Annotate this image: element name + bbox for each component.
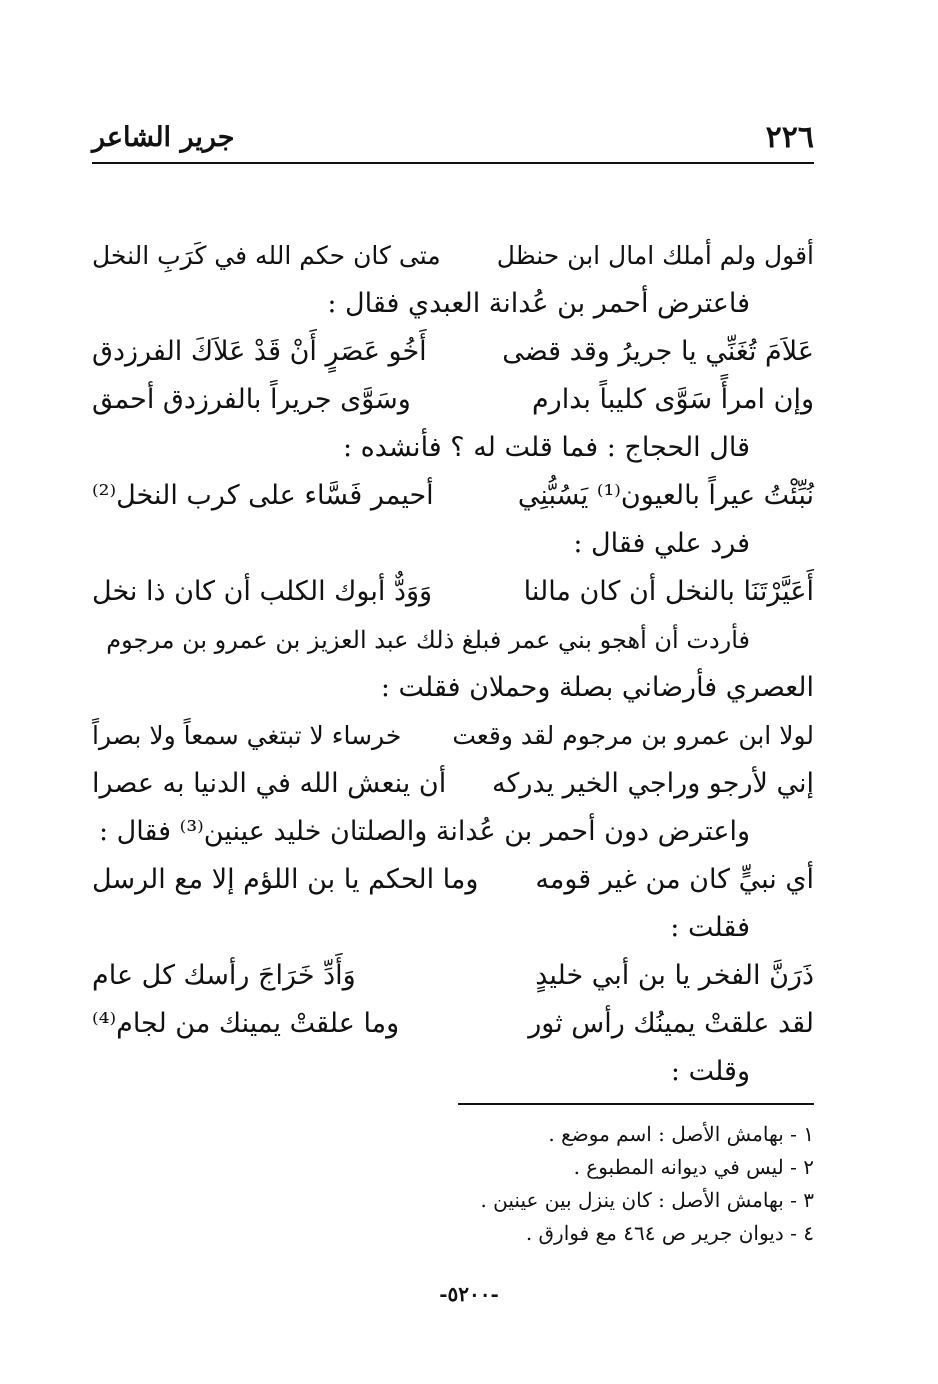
verse-line [92,568,814,616]
verse-line [92,760,814,808]
folio-number: -٥٢٠٠- [439,1282,499,1306]
verse-first-hemistich: أَعَيَّرْتَنَا بالنخل أن كان مالنا [523,576,814,607]
verse-line [92,856,814,904]
verse-second-hemistich: وَأَدِّ خَرَاجَ رأسك كل عام [92,960,356,991]
verse-line [92,376,814,424]
verse-line [92,1000,814,1048]
verse-line [92,952,814,1000]
verse-second-hemistich: وسَوَّى جريراً بالفرزدق أحمق [92,384,411,415]
verse-second-hemistich: وما الحكم يا بن اللؤم إلا مع الرسل [92,864,479,895]
verse-second-hemistich: متى كان حكم الله في كَرَبِ النخل [92,241,441,270]
verse-second-hemistich: أحيمر فَسَّاء على كرب النخل⁽²⁾ [92,480,434,511]
prose-line: قال الحجاج : فما قلت له ؟ فأنشده : [342,432,750,463]
footnote: ١ - بهامش الأصل : اسم موضع . [548,1122,814,1146]
footnote: ٣ - بهامش الأصل : كان ينزل بين عينين . [480,1188,814,1212]
verse-first-hemistich: ذَرَنَّ الفخر يا بن أبي خليدٍ [535,960,814,991]
verse-first-hemistich: لقد علقتْ يمينُك رأس ثور [528,1008,814,1039]
prose-line: واعترض دون أحمر بن عُدانة والصلتان خليد عينين⁽³⁾ فقال : [99,816,750,847]
verse-second-hemistich: خرساء لا تبتغي سمعاً ولا بصراً [92,721,402,750]
verse-first-hemistich: إني لأرجو وراجي الخير يدركه [492,768,814,799]
verse-line [92,472,814,520]
page-number: ٢٢٦ [765,120,814,155]
main-text [92,232,814,1096]
verse-first-hemistich: أقول ولم أملك امال ابن حنظل [496,241,814,270]
header-rule [92,162,814,164]
verse-first-hemistich: لولا ابن عمرو بن مرجوم لقد وقعت [452,721,814,750]
verse-second-hemistich: أن ينعش الله في الدنيا به عصرا [92,768,447,799]
prose-line: فأردت أن أهجو بني عمر فبلغ ذلك عبد العزيز بن عمرو بن مرجوم [106,626,750,654]
verse-second-hemistich: أَخُو عَصَرٍ أَنْ قَدْ عَلاَكَ الفرزدق [92,336,427,367]
verse-line [92,328,814,376]
verse-line [92,232,814,280]
prose-line: العصري فأرضاني بصلة وحملان فقلت : [380,672,814,703]
footnotes [92,1118,814,1250]
prose-line: فرد علي فقال : [573,528,750,559]
footnote: ٤ - ديوان جرير ص ٤٦٤ مع فوارق . [525,1221,814,1245]
verse-first-hemistich: وإن امرأً سَوَّى كليباً بدارم [531,384,814,415]
verse-line [92,712,814,760]
verse-first-hemistich: أي نبيٍّ كان من غير قومه [535,864,814,895]
page-header [92,116,814,160]
footnote-rule [458,1103,814,1105]
verse-second-hemistich: وما علقتْ يمينك من لجام⁽⁴⁾ [92,1008,400,1039]
verse-second-hemistich: وَوَدٌّ أبوك الكلب أن كان ذا نخل [92,576,433,607]
prose-line: فقلت : [670,912,750,943]
running-title: جرير الشاعر [92,122,235,153]
prose-line: وقلت : [670,1056,750,1087]
verse-first-hemistich: عَلاَمَ تُغَنِّي يا جريرُ وقد قضى [502,336,814,367]
footnote: ٢ - ليس في ديوانه المطبوع . [573,1155,814,1179]
prose-line: فاعترض أحمر بن عُدانة العبدي فقال : [327,288,750,319]
verse-first-hemistich: نُبِّئْتُ عيراً بالعيون⁽¹⁾ يَسُبُّنِي [517,480,814,511]
